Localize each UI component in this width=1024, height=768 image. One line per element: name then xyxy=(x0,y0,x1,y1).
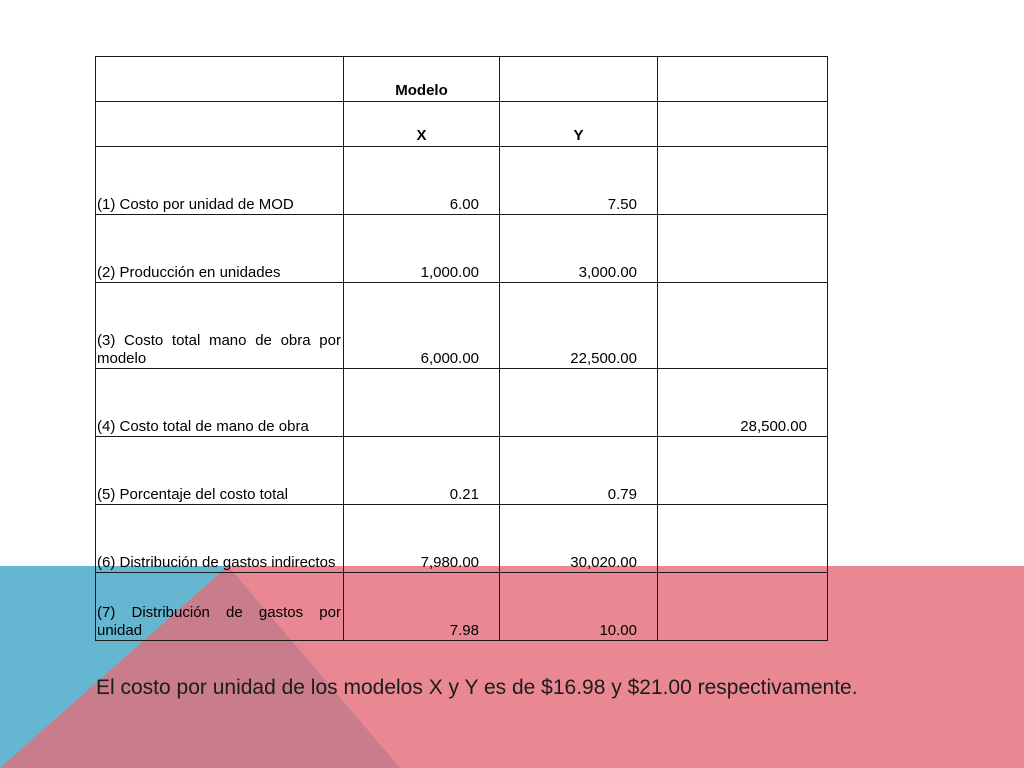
header-empty-cell xyxy=(96,102,344,147)
row-label: (5) Porcentaje del costo total xyxy=(96,437,344,505)
header-x: X xyxy=(344,102,500,147)
cell-total xyxy=(658,283,828,369)
row-label: (7) Distribución de gastos por unidad xyxy=(96,573,344,641)
table-row xyxy=(96,437,828,505)
cell-y: 7.50 xyxy=(500,147,658,215)
cost-table xyxy=(95,56,828,641)
row-label: (2) Producción en unidades xyxy=(96,215,344,283)
cell-x xyxy=(344,369,500,437)
table-row xyxy=(96,369,828,437)
header-row-model xyxy=(96,57,828,102)
cell-total xyxy=(658,147,828,215)
cell-x: 7,980.00 xyxy=(344,505,500,573)
cell-x: 0.21 xyxy=(344,437,500,505)
cell-x: 1,000.00 xyxy=(344,215,500,283)
conclusion-text: El costo por unidad de los modelos X y Y es de $16.98 y $21.00 respectivamente. xyxy=(96,676,858,699)
row-label: (6) Distribución de gastos indirectos xyxy=(96,505,344,573)
cell-total: 28,500.00 xyxy=(658,369,828,437)
row-label: (3) Costo total mano de obra por modelo xyxy=(96,283,344,369)
header-row-xy xyxy=(96,102,828,147)
cell-total xyxy=(658,437,828,505)
cell-total xyxy=(658,215,828,283)
cell-y: 22,500.00 xyxy=(500,283,658,369)
header-empty-cell xyxy=(500,57,658,102)
cell-y: 3,000.00 xyxy=(500,215,658,283)
cell-y xyxy=(500,369,658,437)
header-empty-cell xyxy=(658,102,828,147)
cell-x: 6.00 xyxy=(344,147,500,215)
header-y: Y xyxy=(500,102,658,147)
cell-y: 30,020.00 xyxy=(500,505,658,573)
table-row xyxy=(96,283,828,369)
row-label: (4) Costo total de mano de obra xyxy=(96,369,344,437)
table-row xyxy=(96,215,828,283)
header-model: Modelo xyxy=(344,57,500,102)
cell-total xyxy=(658,573,828,641)
cell-y: 10.00 xyxy=(500,573,658,641)
table-row xyxy=(96,573,828,641)
cell-x: 7.98 xyxy=(344,573,500,641)
cell-x: 6,000.00 xyxy=(344,283,500,369)
header-empty-cell xyxy=(658,57,828,102)
row-label: (1) Costo por unidad de MOD xyxy=(96,147,344,215)
table-row xyxy=(96,505,828,573)
cell-y: 0.79 xyxy=(500,437,658,505)
header-empty-cell xyxy=(96,57,344,102)
cell-total xyxy=(658,505,828,573)
table-row xyxy=(96,147,828,215)
